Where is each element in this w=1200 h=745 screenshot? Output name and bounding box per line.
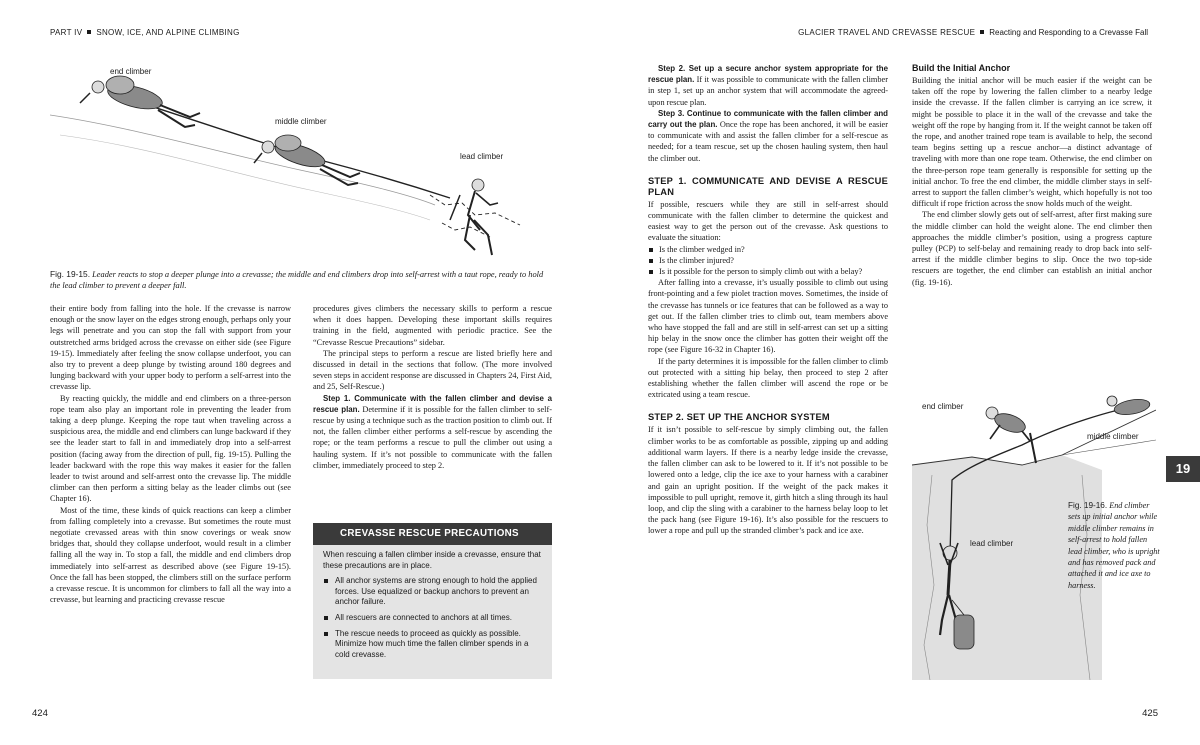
question-item: Is it possible for the person to simply climb out with a belay? <box>648 266 888 277</box>
figure-caption-19-16: Fig. 19-16. End climber sets up initial anchor while middle climber remains in self-arrest to hold fallen lead climber, who is upright and has removed pack and attached it and ice axe to harness. <box>1068 501 1160 590</box>
figure-label-lead-climber: lead climber <box>970 539 1014 548</box>
figure-label-middle-climber: middle climber <box>275 117 327 126</box>
left-column-1 <box>50 303 291 605</box>
page-number-left: 424 <box>32 708 48 719</box>
step-2-paragraph: Step 2. Set up a secure anchor system appropriate for the rescue plan. If it was possible to communicate with the fallen climber in step 1, set up an anchor system that will accommodate the agreed-upon rescue plan. <box>648 64 888 107</box>
header-square-icon <box>87 30 91 34</box>
chapter-tab: 19 <box>1166 456 1200 482</box>
step-3-paragraph: Step 3. Continue to communicate with the fallen climber and carry out the plan. Once the rope has been anchored, it will be easier to communicate with and assist the fallen climber for a self-rescue as needed; for a team rescue, set up the chosen hauling system, then haul the climber out. <box>648 108 888 163</box>
body-paragraph: By reacting quickly, the middle and end climbers on a three-person rope team also play an important role in preventing the leader from taking a deep plunge. Keeping the rope taut when traveling across a suspicious area, the middle and end climbers can lunge backward if they see the leader start to fall in and immediately drop into a self-arrest position (facing away from the direction of pull, fig. 19-15). Pulling the leader backward with the rope this way makes it easier for the fallen leader to twist around and self-arrest onto the crevasse lip. The middle climber can then perform a sitting belay as the leader climbs out (see Chapter 16). <box>50 393 291 504</box>
figure-label-end-climber: end climber <box>922 402 964 411</box>
crevasse-rescue-precautions-sidebar <box>313 523 552 679</box>
body-paragraph: their entire body from falling into the hole. If the crevasse is narrow enough or the snow layer on the edges strong enough, perhaps only your legs will penetrate and you can stop the fall with support from your outstretched arms bridged across the crevasse on either side (see Figure 19-15). Immediately after feeling the snow collapse underfoot, you can also try to prevent a deep plunge by twisting around 180 degrees and lunging backward with your upper body to perform a self-arrest into the crevasse lip. <box>50 304 291 392</box>
section-heading-step-1: STEP 1. COMMUNICATE AND DEVISE A RESCUE PLAN <box>648 175 888 197</box>
body-paragraph: Building the initial anchor will be much easier if the weight can be taken off the rope by lowering the fallen climber to a nearby ledge inside the crevasse. If the fallen climber is carrying an ice screw, it might be possible to place it in the wall of the crevasse and take the weight off the rope by hanging from it. If the weight cannot be taken off the rope, and another trained rope team is available to help, the second team begins setting up a rescue anchor—a distinct advantage of traveling with more than one rope team. Otherwise, the end climber on the three-person rope team generally is responsible for setting up the initial anchor. To free the end climber, the middle climber stays in self-arrest to support the fallen climber’s weight, which hopefully is not too difficult if rope friction across the snow holds much of the weight. <box>912 76 1152 209</box>
figure-caption-19-15: Fig. 19-15. Leader reacts to stop a deeper plunge into a crevasse; the middle and end climbers drop into self-arrest with a taut rope, ready to hold the lead climber to prevent a deeper fall. <box>50 269 544 290</box>
subheading-build-initial-anchor: Build the Initial Anchor <box>912 63 1011 73</box>
step-1-paragraph: Step 1. Communicate with the fallen climber and devise a rescue plan. Determine if it is possible for the fallen climber to self-rescue by using a technique such as the traction position to climb out. If not, the fallen climber either performs a self-rescue by ascending the rope; or the team performs a rescue to pull the climber out using a hauling system. If it’s not possible to communicate with the fallen climber, immediately proceed to step 2. <box>313 393 552 470</box>
body-paragraph: If the party determines it is impossible for the fallen climber to climb out protected with a sitting hip belay, then proceed to step 2 after establishing whether the fallen climber will ascend the rope or be extricated using a team rescue. <box>648 356 888 400</box>
header-square-icon <box>980 30 984 34</box>
question-item: Is the climber wedged in? <box>648 244 888 255</box>
sidebar-list-item: All rescuers are connected to anchors at all times. <box>323 613 544 624</box>
page-number-right: 425 <box>1142 708 1158 719</box>
figure-label-lead-climber: lead climber <box>460 152 504 161</box>
lead-climber-figure <box>450 179 498 255</box>
body-paragraph: If it isn’t possible to self-rescue by simply climbing out, the fallen climber works to be as comfortable as possible, zipping up and adding additional warm layers. If there is a nearby ledge inside the crevasse, the fallen climber can ask to be lowered to it. If it’s not possible to be lowered onto a ledge, clip the ice axe to your harness with a carabiner and gain an upright position. If the weight of the pack makes it impossible to pull upright, remove it, girth hitch a sling through its haul loop, and clip the sling with a carabiner to the harness belay loop to let the pack hang (see Figure 19-16). It’s also possible for the rescuers to lower a rope and pull up the stranded climber’s pack and ice axe. <box>648 425 888 536</box>
middle-climber-figure <box>1107 396 1151 417</box>
right-column-1 <box>648 63 888 537</box>
body-paragraph: The end climber slowly gets out of self-arrest, after first making sure the middle climber can hold the weight alone. The end climber then approaches the middle climber’s position, using a progress capture pulley (PCP) to self-belay and remaining ready to drop back into self-arrest if the middle climber begins to slip. Once the two top-side rescuers are together, the end climber can establish an initial anchor (fig. 19-16). <box>912 210 1152 287</box>
sidebar-list-item: The rescue needs to proceed as quickly as possible. Minimize how much time the fallen climber spends in a cold crevasse. <box>323 629 544 661</box>
question-item: Is the climber injured? <box>648 255 888 266</box>
question-list <box>648 244 888 278</box>
right-page <box>600 0 1200 745</box>
left-column-2 <box>313 303 552 471</box>
body-paragraph: The principal steps to perform a rescue are listed briefly here and discussed in detail in the sections that follow. (The more involved seven steps in accident response are discussed in Chapters 24, First Aid, and 25, Self-Rescue.) <box>313 348 552 392</box>
figure-19-15 <box>50 55 550 265</box>
end-climber-figure <box>986 407 1030 441</box>
body-paragraph: If possible, rescuers while they are still in self-arrest should communicate with the fallen climber to determine the quickest and easiest way to get the person out of the crevasse. Ask questions to evaluate the situation: <box>648 199 888 243</box>
middle-climber-figure <box>254 135 360 185</box>
sidebar-intro: When rescuing a fallen climber inside a crevasse, ensure that these precautions are in place. <box>323 550 541 570</box>
figure-label-end-climber: end climber <box>110 67 152 76</box>
figure-label-middle-climber: middle climber <box>1087 432 1139 441</box>
section-heading-step-2: STEP 2. SET UP THE ANCHOR SYSTEM <box>648 412 830 423</box>
end-climber-figure <box>80 76 200 127</box>
body-paragraph: After falling into a crevasse, it’s usually possible to climb out using front-pointing and a few piolet traction moves. Sometimes, the inside of the crevasse has tunnels or ice features that can be followed as a way to get out. If the fallen climber tries to climb out, team members above who have stopped the fall and are still in self-arrest can set up a sitting hip belay in the snow once the climber has gotten their weight off the rope (see Figure 16-32 in Chapter 16). <box>648 278 888 355</box>
right-column-2 <box>912 63 1152 288</box>
sidebar-title: CREVASSE RESCUE PRECAUTIONS <box>313 523 552 545</box>
running-header-left: PART IV SNOW, ICE, AND ALPINE CLIMBING <box>50 28 240 37</box>
body-paragraph: Most of the time, these kinds of quick reactions can keep a climber from falling completely into a crevasse. But sometimes the route must negotiate crevassed areas with thin snow coverings or weak snow bridges that, should they collapse underfoot, would result in a climber falling all the way in. To stop a fall, the middle and end climbers drop immediately into self-arrest as described above (see Figure 19-15). Once the fall has been stopped, the climbers still on the surface perform a crevasse rescue. It is uncommon for climbers to fall all the way into a crevasse, but learning and practicing crevasse rescue <box>50 505 291 605</box>
sidebar-list-item: All anchor systems are strong enough to hold the applied forces. Use equalized or backup anchors to prevent an anchor failure. <box>323 576 544 608</box>
sidebar-list <box>313 576 552 660</box>
running-header-right: GLACIER TRAVEL AND CREVASSE RESCUE Reacting and Responding to a Crevasse Fall <box>798 28 1148 37</box>
body-paragraph: procedures gives climbers the necessary skills to perform a rescue when it does happen. Developing these important skills requires training in the field, augmented with periodic practice. See the “Crevasse Rescue Precautions” sidebar. <box>313 304 552 347</box>
